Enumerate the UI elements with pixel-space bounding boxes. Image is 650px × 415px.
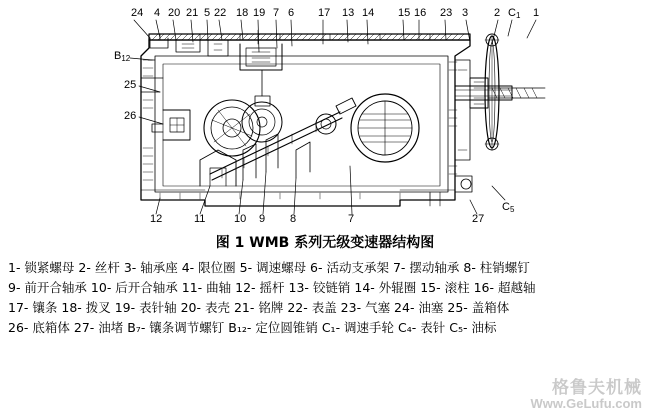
callout-6: 6 — [288, 7, 295, 19]
callout-23: 23 — [440, 7, 453, 19]
callout-C5 — [502, 202, 514, 215]
callout-24: 24 — [131, 7, 144, 19]
callout-B12-sub: 12 — [121, 54, 131, 63]
callout-22: 22 — [214, 7, 227, 19]
callout-B12-base: B — [114, 50, 122, 62]
legend-line-1: 1- 锁紧螺母 2- 丝杆 3- 轴承座 4- 限位圈 5- 调速螺母 6- 活动支承架 7- 摆动轴承 8- 柱销螺钉 — [8, 260, 530, 275]
callout-26: 26 — [124, 110, 137, 122]
callout-15: 15 — [398, 7, 411, 19]
callout-9: 9 — [259, 213, 266, 225]
callout-14: 14 — [362, 7, 375, 19]
callout-2: 2 — [494, 7, 501, 19]
callout-27: 27 — [472, 213, 485, 225]
watermark — [530, 377, 642, 412]
figure-caption: 图 1 WMB 系列无级变速器结构图 — [215, 235, 435, 251]
callout-7-bottom: 7 — [348, 213, 355, 225]
callout-7-top: 7 — [273, 7, 280, 19]
watermark-url: Www.GeLufu.com — [530, 396, 642, 412]
callout-17: 17 — [318, 7, 331, 19]
callout-16: 16 — [414, 7, 427, 19]
callout-8: 8 — [290, 213, 297, 225]
callout-11: 11 — [194, 213, 206, 225]
callout-13: 13 — [342, 7, 355, 19]
callout-4: 4 — [154, 7, 161, 19]
callout-20: 20 — [168, 7, 181, 19]
figure-legend — [8, 258, 642, 338]
callout-C1 — [508, 8, 520, 21]
callout-1: 1 — [533, 7, 540, 19]
callout-C1-base: C — [508, 7, 516, 19]
callout-18: 18 — [236, 7, 249, 19]
callout-C5-sub: 5 — [509, 205, 515, 214]
callout-5: 5 — [204, 7, 211, 19]
callout-25: 25 — [124, 79, 137, 91]
callout-19: 19 — [253, 7, 266, 19]
callout-C5-base: C — [502, 201, 510, 213]
callout-3: 3 — [462, 7, 469, 19]
legend-line-4: 26- 底箱体 27- 油堵 B₇- 镶条调节螺钉 B₁₂- 定位圆锥销 C₁- 调速手轮 C₄- 表针 C₅- 油标 — [8, 320, 497, 335]
callout-12: 12 — [150, 213, 163, 225]
callout-C1-sub: 1 — [515, 11, 521, 20]
callout-21: 21 — [186, 7, 199, 19]
legend-line-2: 9- 前开合轴承 10- 后开合轴承 11- 曲轴 12- 摇杆 13- 铰链销 14- 外辊圈 15- 滚柱 16- 超越轴 — [8, 280, 536, 295]
watermark-company-name: 格鲁夫机械 — [552, 377, 642, 398]
legend-line-3: 17- 镶条 18- 拨叉 19- 表针轴 20- 表壳 21- 铭牌 22- 表盖 23- 气塞 24- 油塞 25- 盖箱体 — [8, 300, 510, 315]
callout-10: 10 — [234, 213, 247, 225]
callout-B12 — [114, 51, 130, 64]
